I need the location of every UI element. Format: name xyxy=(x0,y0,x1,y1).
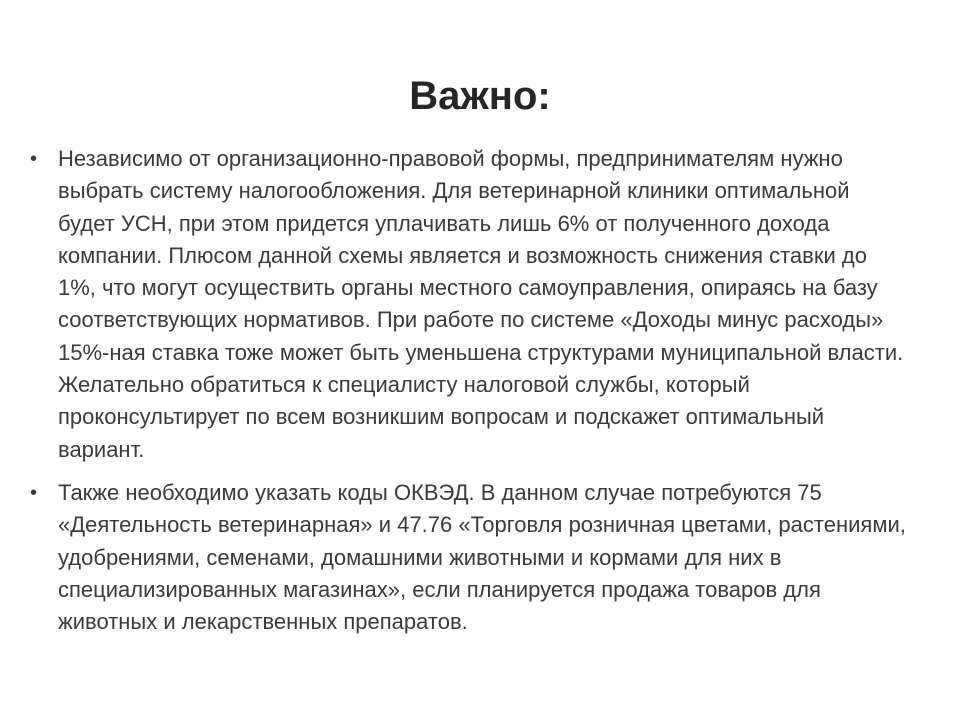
bullet-item-tax-system xyxy=(30,143,910,466)
bullet-item-okved-codes xyxy=(30,477,910,638)
bullet-text: Независимо от организационно-правовой формы, предпринимателям нужно выбрать систему налогообложения. Для ветеринарной клиники оптимальной будет УСН, при этом придется уплачивать лишь 6% от полученного дохода компании. Плюсом данной схемы является и возможность снижения ставки до 1%, что могут осуществить органы местного самоуправления, опираясь на базу соответствующих нормативов. При работе по системе «Доходы минус расходы» 15%-ная ставка тоже может быть уменьшена структурами муниципальной власти. Желательно обратиться к специалисту налоговой службы, который проконсультирует по всем возникшим вопросам и подскажет оптимальный вариант. xyxy=(58,146,904,462)
bullet-icon: • xyxy=(30,148,38,170)
bullet-icon: • xyxy=(30,481,38,504)
bullet-text: Также необходимо указать коды ОКВЭД. В данном случае потребуются 75 «Деятельность ветеринарная» и 47.76 «Торговля розничная цветами, растениями, удобрениями, семенами, домашними животными и кормами для них в специализированных магазинах», если планируется продажа товаров для животных и лекарственных препаратов. xyxy=(58,479,906,635)
slide-title: Важно: xyxy=(409,74,551,118)
bullet-list xyxy=(30,143,910,649)
